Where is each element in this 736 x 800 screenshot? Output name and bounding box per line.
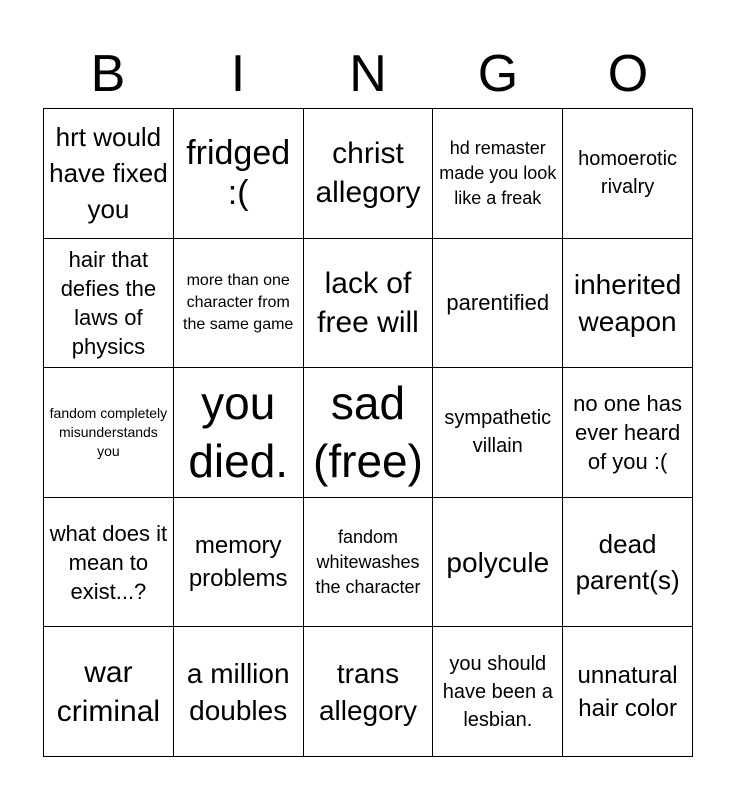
bingo-cell[interactable] [174,627,304,757]
header-letter-n: N [349,45,387,103]
cell-text: hair that defies the laws of physics [60,246,157,359]
bingo-cell[interactable] [304,368,434,498]
bingo-grid [43,108,693,757]
bingo-cell[interactable] [304,239,434,369]
cell-text: you should have been a lesbian. [442,652,553,731]
bingo-cell[interactable] [433,368,563,498]
bingo-cell[interactable] [44,109,174,239]
cell-text: fandom completely misunderstands you [49,404,168,459]
bingo-cell[interactable] [174,239,304,369]
bingo-header [43,40,693,108]
cell-text: you died. [188,377,289,488]
cell-text: fridged :( [186,134,291,213]
bingo-cell[interactable] [304,109,434,239]
bingo-cell[interactable] [433,239,563,369]
cell-text: christ allegory [315,137,421,210]
cell-text: trans allegory [318,657,418,726]
bingo-cell[interactable] [44,368,174,498]
cell-text: inherited weapon [573,268,682,337]
header-letter-g: G [477,45,519,103]
bingo-cell[interactable] [563,627,693,757]
bingo-cell[interactable] [304,498,434,628]
cell-text: war criminal [56,655,161,728]
cell-text: fandom whitewashes the character [315,526,421,597]
bingo-cell[interactable] [174,498,304,628]
cell-text: memory problems [188,532,288,593]
cell-text: no one has ever heard of you :( [573,390,683,474]
cell-text: sad (free) [313,377,423,488]
cell-text: more than one character from the same game [183,271,294,333]
cell-text: a million doubles [186,657,290,726]
bingo-cell[interactable] [563,109,693,239]
bingo-cell[interactable] [563,239,693,369]
bingo-cell[interactable] [44,498,174,628]
cell-text: hrt would have fixed you [49,122,168,225]
cell-text: dead parent(s) [575,529,680,596]
bingo-cell[interactable] [174,109,304,239]
cell-text: what does it mean to exist...? [49,520,168,604]
cell-text: homoerotic rivalry [578,148,678,199]
header-letter-b: B [90,45,126,103]
bingo-cell[interactable] [433,627,563,757]
bingo-cell[interactable] [174,368,304,498]
cell-text: lack of free will [317,266,419,339]
bingo-cell[interactable] [44,239,174,369]
cell-text: parentified [446,290,550,316]
cell-text: unnatural hair color [577,661,678,722]
header-letter-o: O [607,45,649,103]
bingo-cell[interactable] [433,109,563,239]
header-letter-i: I [230,45,246,103]
bingo-cell[interactable] [304,627,434,757]
bingo-cell[interactable] [563,368,693,498]
cell-text: hd remaster made you look like a freak [439,137,557,208]
cell-text: sympathetic villain [444,407,552,458]
bingo-cell[interactable] [563,498,693,628]
bingo-cell[interactable] [44,627,174,757]
cell-text: polycule [446,546,550,578]
bingo-cell[interactable] [433,498,563,628]
